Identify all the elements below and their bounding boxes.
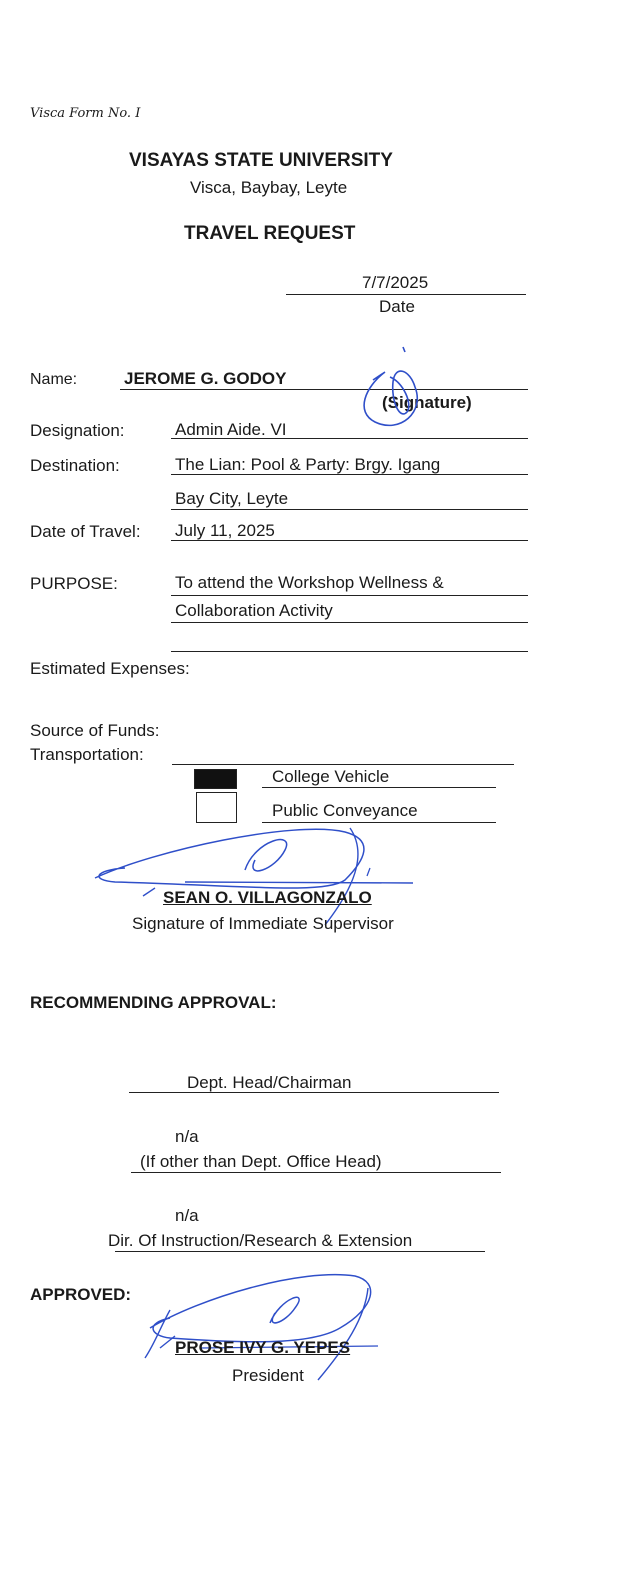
recommending-heading: RECOMMENDING APPROVAL: — [30, 993, 277, 1012]
date-of-travel-label: Date of Travel: — [30, 522, 141, 541]
university-address: Visca, Baybay, Leyte — [190, 178, 348, 197]
designation-label: Designation: — [30, 421, 125, 440]
destination-underline2 — [171, 509, 528, 510]
approved-heading: APPROVED: — [30, 1285, 132, 1304]
purpose-line2: Collaboration Activity — [175, 601, 333, 620]
name-underline — [120, 389, 528, 390]
purpose-underline1 — [171, 595, 528, 596]
college-vehicle-underline — [262, 787, 496, 788]
date-of-travel-underline — [171, 540, 528, 541]
name-value: JEROME G. GODOY — [124, 369, 287, 388]
applicant-signature — [355, 342, 435, 432]
purpose-underline3 — [171, 651, 528, 652]
other-head-underline — [131, 1172, 501, 1173]
president-title: President — [232, 1366, 304, 1385]
name-label: Name: — [30, 371, 78, 388]
date-underline — [286, 294, 526, 295]
supervisor-caption: Signature of Immediate Supervisor — [132, 914, 394, 933]
director-value: n/a — [175, 1206, 199, 1225]
destination-underline1 — [171, 474, 528, 475]
public-conveyance-checkbox[interactable] — [196, 792, 237, 823]
date-label: Date — [379, 297, 415, 316]
destination-label: Destination: — [30, 456, 120, 475]
purpose-underline2 — [171, 622, 528, 623]
transportation-underline — [172, 764, 514, 765]
signature-label: (Signature) — [382, 393, 472, 412]
destination-line2: Bay City, Leyte — [175, 489, 289, 508]
destination-line1: The Lian: Pool & Party: Brgy. Igang — [175, 455, 441, 474]
form-number: Visca Form No. I — [30, 106, 141, 121]
other-head-value: n/a — [175, 1127, 199, 1146]
supervisor-name: SEAN O. VILLAGONZALO — [163, 888, 372, 907]
date-value: 7/7/2025 — [362, 273, 429, 292]
director-caption: Dir. Of Instruction/Research & Extension — [108, 1231, 413, 1250]
university-name: VISAYAS STATE UNIVERSITY — [129, 150, 393, 171]
form-title: TRAVEL REQUEST — [184, 223, 356, 244]
public-conveyance-label: Public Conveyance — [272, 801, 418, 820]
transportation-label: Transportation: — [30, 745, 144, 764]
source-of-funds-label: Source of Funds: — [30, 721, 160, 740]
purpose-line1: To attend the Workshop Wellness & — [175, 573, 444, 592]
dept-head-caption: Dept. Head/Chairman — [187, 1073, 352, 1092]
date-of-travel-value: July 11, 2025 — [175, 521, 275, 540]
designation-value: Admin Aide. VI — [175, 420, 287, 439]
other-head-caption: (If other than Dept. Office Head) — [140, 1152, 382, 1171]
dept-head-underline — [129, 1092, 499, 1093]
college-vehicle-label: College Vehicle — [272, 767, 390, 786]
purpose-label: PURPOSE: — [30, 574, 118, 593]
estimated-expenses-label: Estimated Expenses: — [30, 659, 190, 678]
college-vehicle-checkbox[interactable] — [194, 769, 237, 789]
director-underline — [115, 1251, 485, 1252]
designation-underline — [171, 438, 528, 439]
president-name: PROSE IVY G. YEPES — [175, 1338, 351, 1357]
